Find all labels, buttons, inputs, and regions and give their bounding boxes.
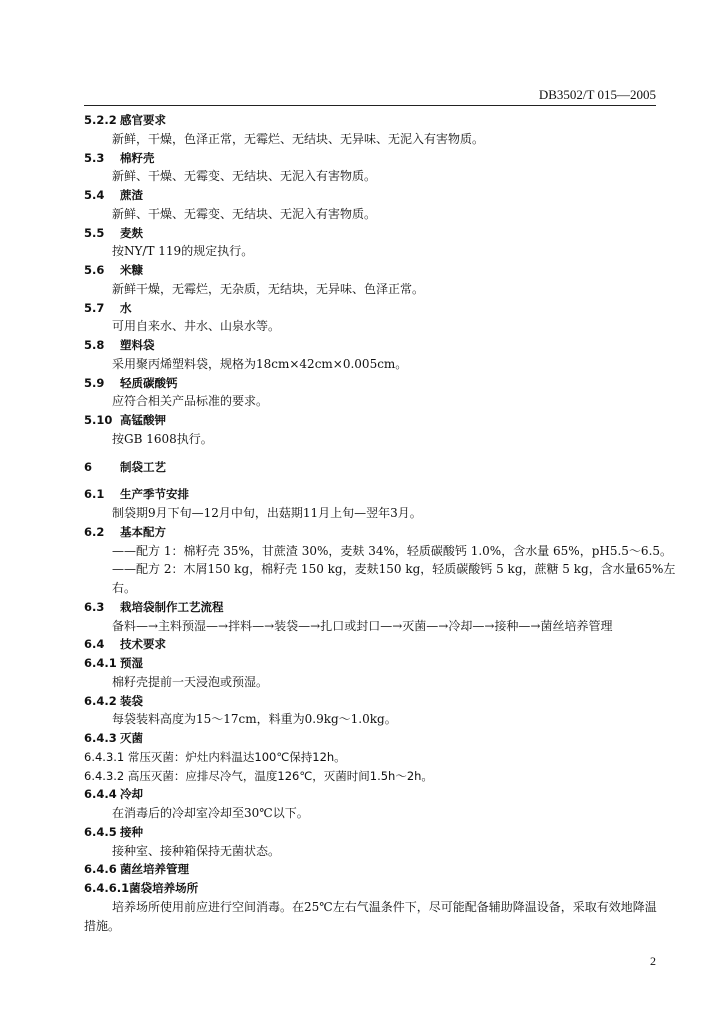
section-heading xyxy=(84,860,660,879)
section-title: 预湿 xyxy=(120,656,143,670)
section-heading xyxy=(84,635,660,654)
subclause-text: 6.4.3.2 高压灭菌：应排尽冷气，温度126℃，灭菌时间1.5h～2h。 xyxy=(84,768,433,783)
paragraph-text: ——配方 2：木屑150 kg，棉籽壳 150 kg，麦麸150 kg，轻质碳酸钙 5 kg，蔗糖 5 kg，含水量65%左 xyxy=(112,562,676,577)
paragraph-text: 棉籽壳提前一天浸泡或预湿。 xyxy=(112,674,269,689)
section-title: 棉籽壳 xyxy=(120,150,155,165)
section-number: 6.4.5 xyxy=(84,824,117,839)
section-heading xyxy=(84,785,660,804)
section-number: 5.2.2 xyxy=(84,113,117,127)
chapter-heading xyxy=(84,458,660,477)
section-number: 5.10 xyxy=(84,413,113,427)
paragraph-text: 接种室、接种箱保持无菌状态。 xyxy=(112,843,281,858)
paragraph-text: ——配方 1：棉籽壳 35%，甘蔗渣 30%，麦麸 34%，轻质碳酸钙 1.0%，含水量 65%，pH5.5～6.5。 xyxy=(112,543,673,558)
section-title: 冷却 xyxy=(120,787,143,802)
page-number: 2 xyxy=(650,954,656,968)
document-body xyxy=(84,111,676,935)
section-number: 6.4.1 xyxy=(84,656,117,670)
section-heading xyxy=(84,485,660,504)
section-heading xyxy=(84,149,660,168)
section-number: 6.1 xyxy=(84,487,105,502)
section-heading xyxy=(84,411,660,430)
section-heading xyxy=(84,523,660,542)
section-heading xyxy=(84,598,660,617)
section-title: 灭菌 xyxy=(120,731,143,745)
section-heading xyxy=(84,261,660,280)
section-number: 5.3 xyxy=(84,150,105,165)
paragraph-text: 新鲜干燥，无霉烂，无杂质，无结块，无异味、色泽正常。 xyxy=(112,281,425,296)
section-heading xyxy=(84,823,660,842)
section-title: 技术要求 xyxy=(120,637,166,652)
section-title: 接种 xyxy=(120,824,143,839)
paragraph-text: 培养场所使用前应进行空间消毒。在25℃左右气温条件下，尽可能配备辅助降温设备，采取有效地降温措施。 xyxy=(84,899,657,933)
section-heading xyxy=(84,111,660,130)
paragraph-text: 新鲜，干燥，色泽正常，无霉烂、无结块、无异味、无泥入有害物质。 xyxy=(112,131,485,146)
section-number: 6.3 xyxy=(84,599,105,614)
section-number: 6.4 xyxy=(84,637,105,652)
standard-code: DB3502/T 015—2005 xyxy=(538,87,656,102)
section-title: 轻质碳酸钙 xyxy=(120,375,178,390)
section-title: 蔗渣 xyxy=(120,188,143,202)
paragraph-text: 新鲜、干燥、无霉变、无结块、无泥入有害物质。 xyxy=(112,169,377,184)
section-heading xyxy=(84,186,660,205)
section-number: 5.6 xyxy=(84,263,105,277)
section-number: 6.4.3 xyxy=(84,731,117,745)
section-heading xyxy=(84,374,660,393)
section-heading xyxy=(84,879,660,898)
section-number: 5.8 xyxy=(84,338,105,352)
section-number: 6.4.6 xyxy=(84,862,117,877)
section-heading xyxy=(84,336,660,355)
section-number: 5.9 xyxy=(84,375,105,390)
section-title: 感官要求 xyxy=(120,113,166,127)
section-title: 生产季节安排 xyxy=(120,487,189,502)
paragraph-text: 制袋期9月下旬—12月中旬，出菇期11月上旬—翌年3月。 xyxy=(112,506,422,520)
paragraph-text: 按NY/T 119的规定执行。 xyxy=(112,244,254,259)
section-heading xyxy=(84,692,660,711)
section-number: 5.4 xyxy=(84,188,105,202)
section-title: 菌丝培养管理 xyxy=(120,862,189,877)
section-number: 6.4.4 xyxy=(84,787,117,802)
section-number: 6.4.6.1 xyxy=(84,881,130,895)
section-number: 6.4.2 xyxy=(84,693,117,708)
paragraph-text: 应符合相关产品标准的要求。 xyxy=(112,394,269,409)
section-number: 5.5 xyxy=(84,225,105,240)
section-title: 制袋工艺 xyxy=(120,459,166,474)
section-title: 麦麸 xyxy=(120,225,143,240)
paragraph-text: 备料—→主料预湿—→拌料—→装袋—→扎口或封口—→灭菌—→冷却—→接种—→菌丝培养管理 xyxy=(112,618,613,633)
section-title: 米糠 xyxy=(120,263,143,277)
section-title: 栽培袋制作工艺流程 xyxy=(120,599,224,614)
paragraph-text: 新鲜、干燥、无霉变、无结块、无泥入有害物质。 xyxy=(112,206,377,221)
section-title: 装袋 xyxy=(120,693,143,708)
header-rule xyxy=(84,105,656,106)
section-number: 5.7 xyxy=(84,300,105,315)
paragraph-text: 在消毒后的冷却室冷却至30℃以下。 xyxy=(112,806,309,820)
paragraph-text: 可用自来水、井水、山泉水等。 xyxy=(112,319,281,334)
paragraph-text: 每袋装料高度为15～17cm，料重为0.9kg～1.0kg。 xyxy=(112,712,397,727)
section-number: 6 xyxy=(84,459,93,474)
section-heading xyxy=(84,299,660,318)
section-title: 基本配方 xyxy=(120,524,166,539)
paragraph-text: 采用聚丙烯塑料袋，规格为18cm×42cm×0.005cm。 xyxy=(112,356,408,371)
section-title: 塑料袋 xyxy=(120,338,155,352)
section-heading xyxy=(84,654,660,673)
paragraph-text: 右。 xyxy=(112,581,137,595)
section-title: 高锰酸钾 xyxy=(120,413,166,427)
section-heading xyxy=(84,224,660,243)
paragraph-text: 按GB 1608执行。 xyxy=(112,431,213,446)
section-title: 水 xyxy=(120,300,132,315)
section-heading xyxy=(84,729,660,748)
subclause-text: 6.4.3.1 常压灭菌：炉灶内料温达100℃保持12h。 xyxy=(84,749,346,764)
section-number: 6.2 xyxy=(84,524,105,539)
section-title: 菌袋培养场所 xyxy=(129,881,199,895)
